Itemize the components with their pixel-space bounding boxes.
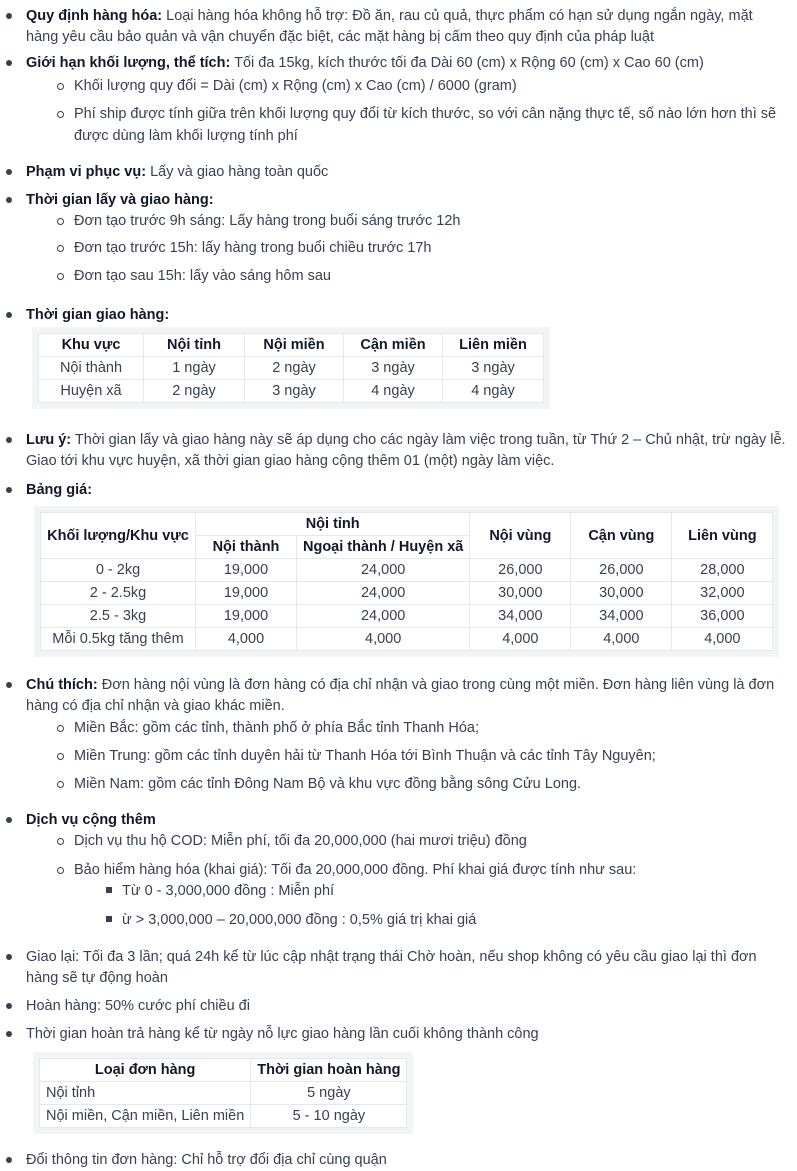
bullet-icon (6, 817, 12, 823)
change-info-text: Đổi thông tin đơn hàng: Chỉ hỗ trợ đổi địa chỉ cùng quận (26, 1152, 387, 1168)
bullet-icon (6, 60, 12, 66)
table-row (39, 380, 544, 403)
section-service-scope (0, 160, 797, 185)
section-change-info (0, 1148, 797, 1170)
goods-regulation-label: Quy định hàng hóa: (26, 8, 163, 24)
table-cell: Huyện xã (39, 380, 144, 403)
price-list-label: Bảng giá: (26, 482, 93, 498)
bullet-icon (6, 682, 12, 688)
circle-bullet-icon (57, 753, 64, 760)
bullet-icon (6, 13, 12, 19)
table-cell: 32,000 (672, 582, 773, 605)
table-header: Cận miền (344, 334, 443, 357)
remark-text: Đơn hàng nội vùng là đơn hàng có địa chỉ nhận và giao trong cùng một miền. Đơn hàng liên vùng là đơn (101, 677, 775, 693)
table-row (41, 605, 773, 628)
table-row (40, 1105, 407, 1128)
square-bullet-icon (106, 916, 112, 922)
table-header: Nội tỉnh (144, 334, 245, 357)
circle-bullet-icon (57, 218, 64, 225)
goods-regulation-text-cont: hàng yêu cầu bảo quản và vận chuyển đặc biệt, các mặt hàng bị cấm theo quy định của pháp luật (26, 29, 654, 45)
table-cell: 4,000 (297, 628, 470, 651)
table-cell: 34,000 (470, 605, 571, 628)
price-table-wrap (34, 506, 779, 657)
bullet-icon (6, 487, 12, 493)
extra-services-label: Dịch vụ cộng thêm (26, 812, 156, 828)
weight-limit-label: Giới hạn khối lượng, thể tích: (26, 55, 231, 71)
section-price-list (0, 478, 797, 668)
table-header-row (41, 513, 773, 536)
table-row (41, 559, 773, 582)
table-cell: 30,000 (571, 582, 672, 605)
cod-service: Dịch vụ thu hộ COD: Miễn phí, tối đa 20,000,000 (hai mươi triệu) đồng (74, 833, 527, 849)
converted-weight-formula: Khối lượng quy đổi = Dài (cm) x Rộng (cm) x Cao (cm) / 6000 (gram) (74, 78, 517, 94)
return-time-text: Thời gian hoàn trả hàng kể từ ngày nỗ lực giao hàng lần cuối không thành công (26, 1026, 539, 1042)
bullet-icon (6, 1003, 12, 1009)
table-cell: 19,000 (196, 559, 297, 582)
table-header: Nội tỉnh (196, 513, 470, 536)
table-cell: 4,000 (470, 628, 571, 651)
insurance-service: Bảo hiểm hàng hóa (khai giá): Tối đa 20,000,000 đồng. Phí khai giá được tính như sau: (74, 862, 637, 878)
table-cell: 2 ngày (144, 380, 245, 403)
redelivery-text: Giao lại: Tối đa 3 lần; quá 24h kể từ lúc cập nhật trạng thái Chờ hoàn, nếu shop không có yêu cầu giao lại thì đơn (26, 949, 757, 965)
table-cell: 3 ngày (443, 357, 544, 380)
circle-bullet-icon (57, 725, 64, 732)
table-cell: 5 ngày (251, 1082, 407, 1105)
table-cell: 26,000 (571, 559, 672, 582)
table-cell: 4,000 (196, 628, 297, 651)
section-remark (0, 673, 797, 798)
circle-bullet-icon (57, 83, 64, 90)
table-cell: 0 - 2kg (41, 559, 196, 582)
table-cell: 24,000 (297, 582, 470, 605)
bullet-icon (6, 954, 12, 960)
table-header: Loại đơn hàng (40, 1059, 251, 1082)
table-cell: 2 - 2.5kg (41, 582, 196, 605)
insurance-tier: ừ > 3,000,000 – 20,000,000 đồng : 0,5% giá trị khai giá (122, 912, 477, 928)
table-cell: 4,000 (672, 628, 773, 651)
service-scope-label: Phạm vi phục vụ: (26, 164, 147, 180)
pickup-rule: Đơn tạo sau 15h: lấy vào sáng hôm sau (74, 268, 331, 284)
table-cell: 1 ngày (144, 357, 245, 380)
delivery-time-table-wrap (32, 327, 550, 409)
region-item: Miền Bắc: gồm các tỉnh, thành phố ở phía Bắc tỉnh Thanh Hóa; (74, 720, 480, 736)
table-cell: 30,000 (470, 582, 571, 605)
bullet-icon (6, 312, 12, 318)
bullet-icon (6, 437, 12, 443)
table-header: Ngoại thành / Huyện xã (297, 536, 470, 559)
section-note (0, 428, 797, 473)
section-return-time (0, 1022, 797, 1142)
table-header: Thời gian hoàn hàng (251, 1059, 407, 1082)
note-label: Lưu ý: (26, 432, 72, 448)
table-cell: Nội miền, Cận miền, Liên miền (40, 1105, 251, 1128)
section-goods-regulation (0, 0, 797, 50)
table-header: Liên miền (443, 334, 544, 357)
section-redelivery (0, 945, 797, 990)
table-header: Nội vùng (470, 513, 571, 559)
redelivery-text-cont: hàng sẽ tự động hoàn (26, 970, 168, 986)
table-cell: 19,000 (196, 582, 297, 605)
bullet-icon (6, 1157, 12, 1163)
insurance-tier: Từ 0 - 3,000,000 đồng : Miễn phí (122, 883, 335, 899)
table-header: Cận vùng (571, 513, 672, 559)
table-cell: 2.5 - 3kg (41, 605, 196, 628)
section-weight-limit (0, 50, 797, 155)
table-header: Nội thành (196, 536, 297, 559)
table-header-row (39, 334, 544, 357)
table-row (41, 628, 773, 651)
table-row (39, 357, 544, 380)
delivery-time-label: Thời gian giao hàng: (26, 307, 170, 323)
section-extra-services (0, 808, 797, 938)
table-cell: 26,000 (470, 559, 571, 582)
table-cell: 4 ngày (344, 380, 443, 403)
table-row (40, 1082, 407, 1105)
return-time-table (39, 1058, 407, 1128)
table-cell: 4 ngày (443, 380, 544, 403)
service-scope-text: Lấy và giao hàng toàn quốc (150, 164, 329, 180)
circle-bullet-icon (57, 781, 64, 788)
table-cell: 4,000 (571, 628, 672, 651)
section-pickup-time (0, 188, 797, 293)
table-cell: 3 ngày (344, 357, 443, 380)
goods-regulation-text: Loại hàng hóa không hỗ trợ: Đồ ăn, rau củ quả, thực phẩm có hạn sử dụng ngắn ngày, mặt (166, 8, 753, 24)
region-item: Miền Nam: gồm các tỉnh Đông Nam Bộ và khu vực đồng bằng sông Cửu Long. (74, 776, 582, 792)
weight-limit-text: Tối đa 15kg, kích thước tối đa Dài 60 (cm) x Rộng 60 (cm) x Cao 60 (cm) (234, 55, 704, 71)
shipping-fee-note: Phí ship được tính giữa trên khối lượng quy đổi từ kích thước, so với cân nặng thực tế, số nào lớn hơn thì sẽ (74, 106, 777, 122)
table-cell: 5 - 10 ngày (251, 1105, 407, 1128)
bullet-icon (6, 169, 12, 175)
bullet-icon (6, 1031, 12, 1037)
pickup-rule: Đơn tạo trước 15h: lấy hàng trong buổi chiều trước 17h (74, 240, 432, 256)
table-cell: 34,000 (571, 605, 672, 628)
note-text-cont: Giao tới khu vực huyện, xã thời gian giao hàng cộng thêm 01 (một) ngày làm việc. (26, 453, 555, 469)
table-header-row (40, 1059, 407, 1082)
return-fee-text: Hoàn hàng: 50% cước phí chiều đi (26, 998, 250, 1014)
circle-bullet-icon (57, 867, 64, 874)
table-cell: 36,000 (672, 605, 773, 628)
table-cell: Mỗi 0.5kg tăng thêm (41, 628, 196, 651)
remark-text-cont: hàng có địa chỉ nhận và giao khác miền. (26, 698, 285, 714)
section-return-fee (0, 994, 797, 1019)
table-header: Nội miền (245, 334, 344, 357)
table-cell: 3 ngày (245, 380, 344, 403)
price-table (40, 512, 773, 651)
circle-bullet-icon (57, 111, 64, 118)
table-header: Khối lượng/Khu vực (41, 513, 196, 559)
table-header: Liên vùng (672, 513, 773, 559)
remark-label: Chú thích: (26, 677, 98, 693)
table-cell: Nội thành (39, 357, 144, 380)
table-header: Khu vực (39, 334, 144, 357)
section-delivery-time (0, 303, 797, 423)
pickup-rule: Đơn tạo trước 9h sáng: Lấy hàng trong buổi sáng trước 12h (74, 213, 461, 229)
pickup-time-label: Thời gian lấy và giao hàng: (26, 192, 214, 208)
return-time-table-wrap (33, 1052, 413, 1134)
table-cell: 24,000 (297, 605, 470, 628)
region-item: Miền Trung: gồm các tỉnh duyên hải từ Thanh Hóa tới Bình Thuận và các tỉnh Tây Nguyên; (74, 748, 656, 764)
table-cell: Nội tỉnh (40, 1082, 251, 1105)
circle-bullet-icon (57, 838, 64, 845)
delivery-time-table (38, 333, 544, 403)
table-cell: 19,000 (196, 605, 297, 628)
square-bullet-icon (106, 887, 112, 893)
circle-bullet-icon (57, 273, 64, 280)
table-cell: 2 ngày (245, 357, 344, 380)
table-cell: 28,000 (672, 559, 773, 582)
table-cell: 24,000 (297, 559, 470, 582)
table-row (41, 582, 773, 605)
bullet-icon (6, 197, 12, 203)
shipping-fee-note-cont: được dùng làm khối lượng tính phí (74, 128, 298, 144)
note-text: Thời gian lấy và giao hàng này sẽ áp dụng cho các ngày làm việc trong tuần, từ Thứ 2 – Chủ nhật, trừ ngày lễ. (74, 432, 786, 448)
circle-bullet-icon (57, 245, 64, 252)
